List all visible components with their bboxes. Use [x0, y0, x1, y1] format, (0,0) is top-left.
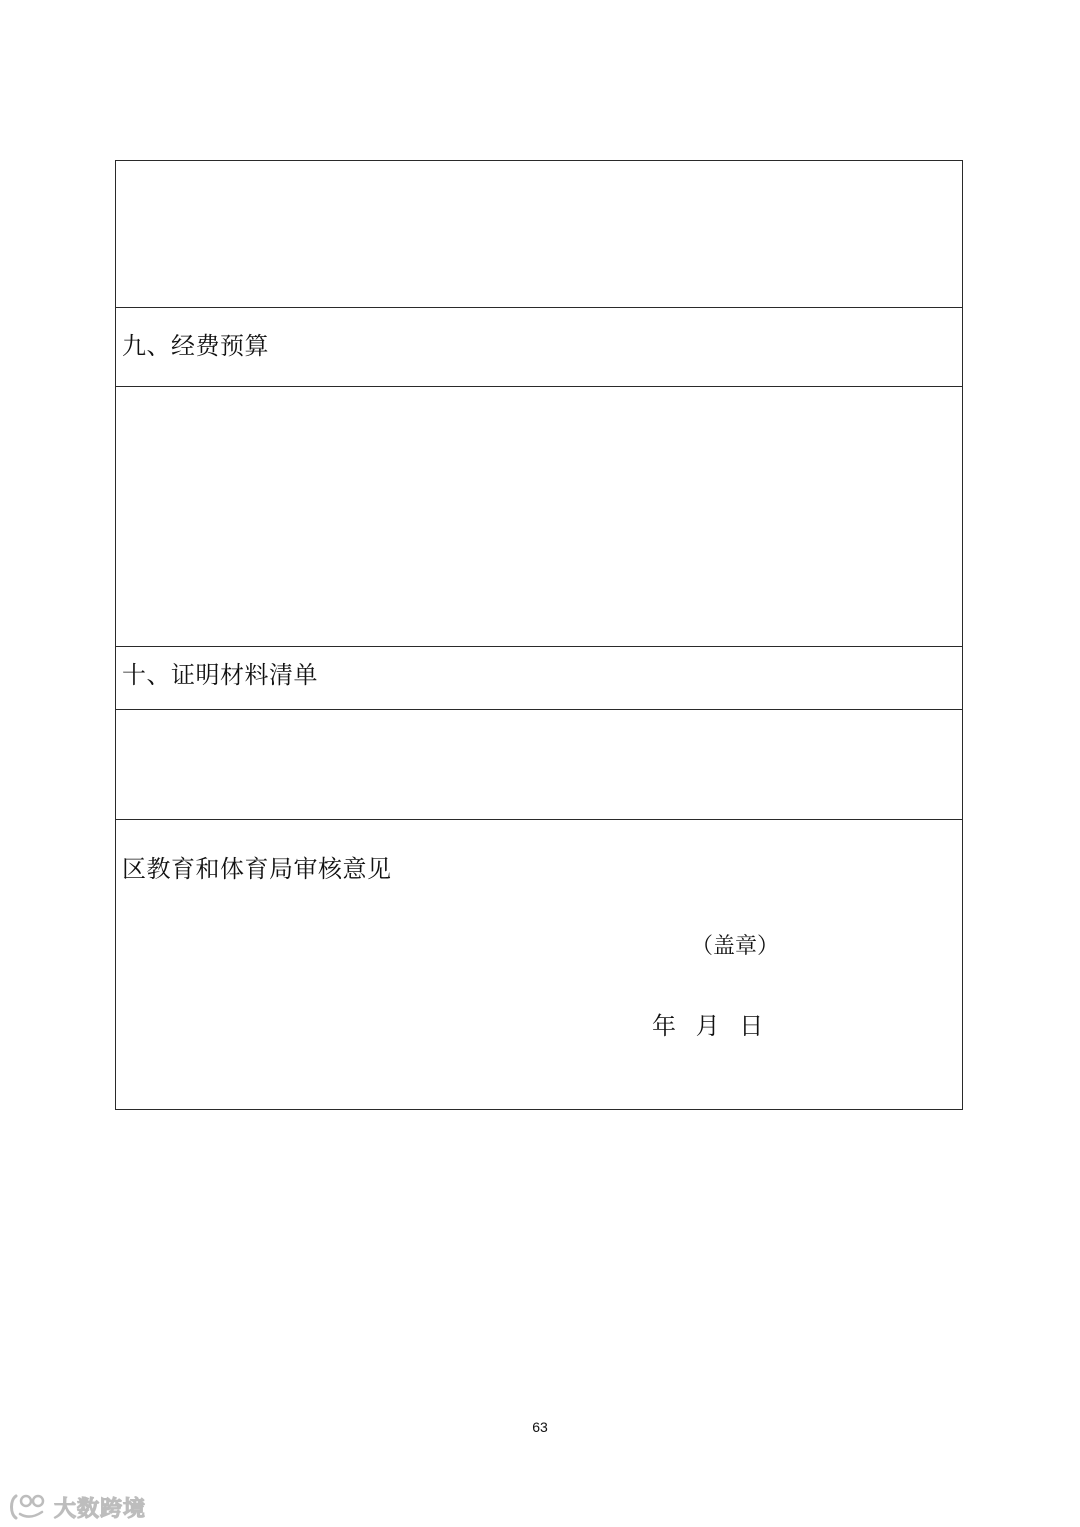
page-number: 63 — [532, 1419, 548, 1435]
watermark — [8, 1490, 146, 1524]
evidence-list-header-row — [116, 647, 962, 710]
seal-label: （盖章） — [691, 934, 780, 959]
budget-content-cell — [116, 387, 962, 647]
evidence-list-content-cell — [116, 710, 962, 820]
brand-logo-icon — [8, 1492, 48, 1522]
budget-section-header-row — [116, 308, 962, 387]
watermark-text: 大数跨境 — [54, 1496, 147, 1522]
review-opinion-row — [116, 820, 962, 1110]
section-nine-label: 九、经费预算 — [122, 332, 269, 360]
date-label: 年 月 日 — [652, 1012, 764, 1040]
section-ten-label: 十、证明材料清单 — [122, 661, 318, 689]
previous-section-content-cell — [116, 161, 962, 308]
review-opinion-label: 区教育和体育局审核意见 — [122, 855, 392, 883]
application-form-table — [115, 160, 963, 1110]
